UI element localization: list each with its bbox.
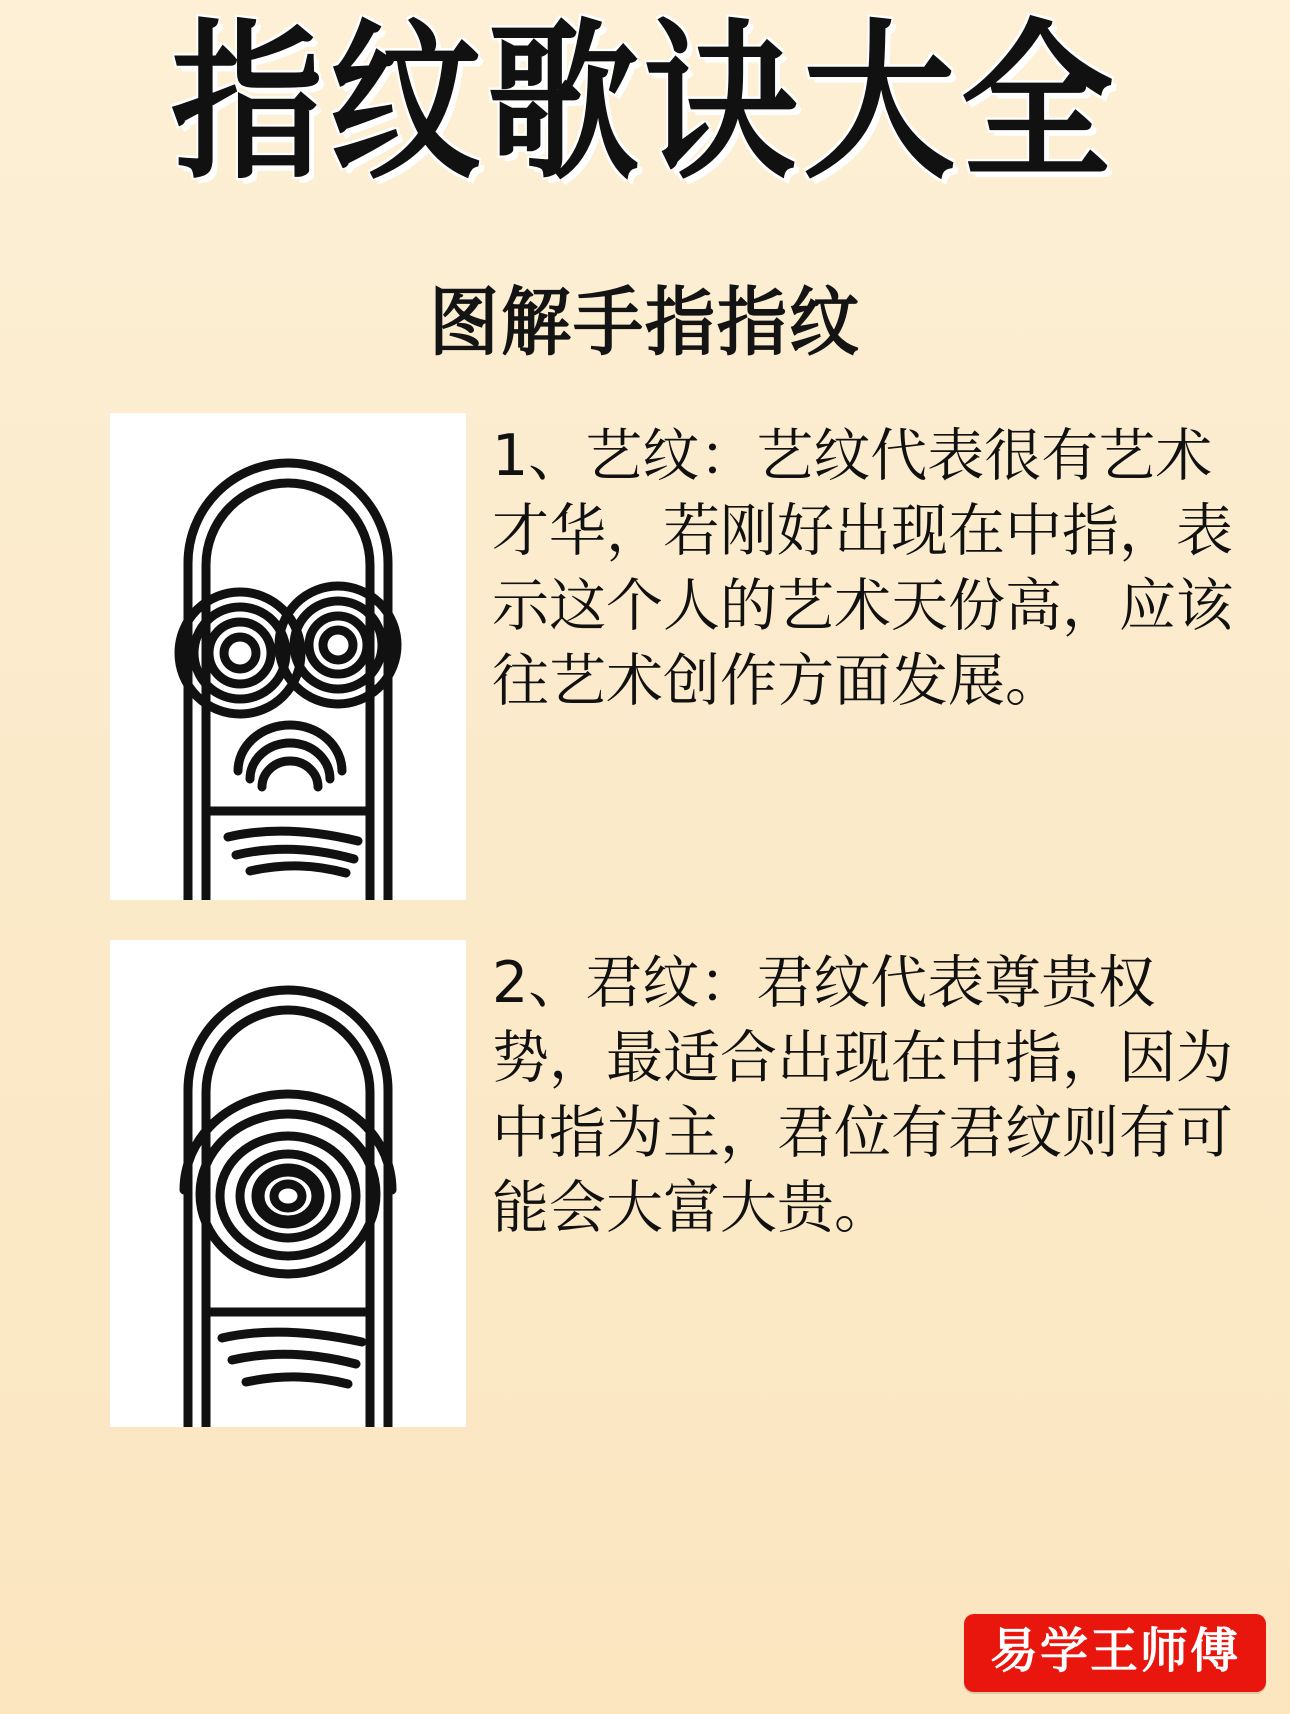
- watermark-badge: 易学王师傅: [964, 1614, 1266, 1692]
- list-item: [0, 413, 1290, 900]
- title-block: [0, 0, 1290, 367]
- page-title: 指纹歌诀大全: [171, 3, 1119, 203]
- fingerprint-art-pattern-diagram: [110, 413, 466, 900]
- page-subtitle: 图解手指指纹: [429, 278, 861, 366]
- list-item-text: 1、艺纹：艺纹代表很有艺术才华，若刚好出现在中指，表示这个人的艺术天份高，应该往艺术创作方面发展。: [492, 422, 1233, 715]
- list-item: [0, 940, 1290, 1427]
- fingerprint-jun-pattern-diagram: [110, 940, 466, 1427]
- list-item-text: 2、君纹：君纹代表尊贵权势，最适合出现在中指，因为中指为主，君位有君纹则有可能会大富大贵。: [492, 949, 1233, 1242]
